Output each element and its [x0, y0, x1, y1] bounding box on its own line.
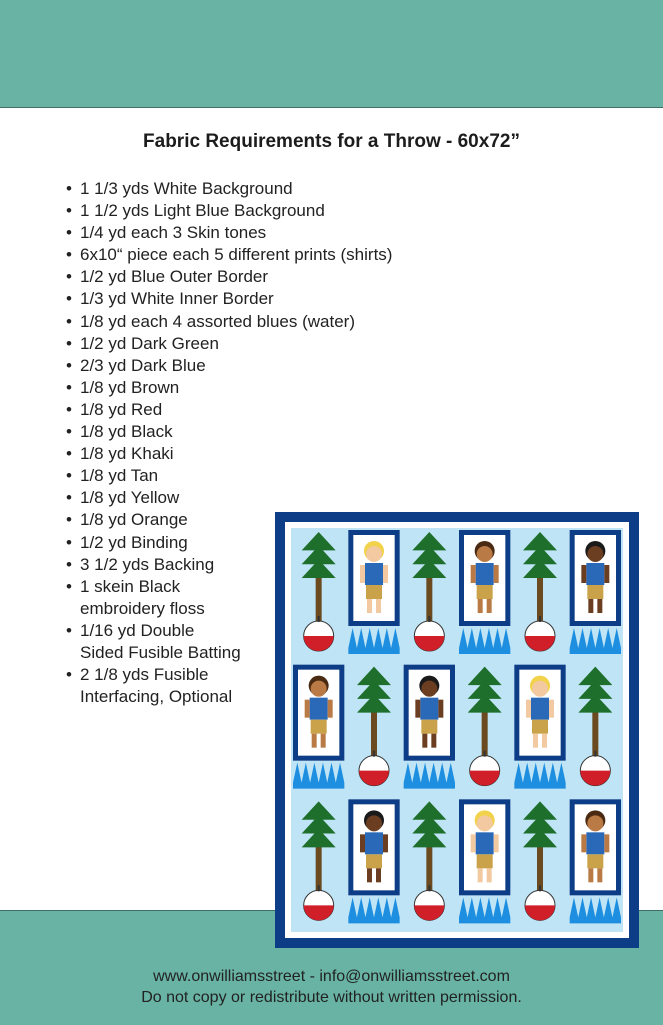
- requirement-text: • 1 1/3 yds White Background: [80, 179, 293, 198]
- kid-head: [532, 681, 548, 697]
- kid-head: [477, 546, 493, 562]
- kid-arm: [604, 565, 609, 583]
- kid-head: [421, 681, 437, 697]
- kid-arm: [383, 565, 388, 583]
- bobber-stem: [428, 616, 430, 622]
- kid-shorts: [587, 585, 603, 599]
- requirement-text: • 1/4 yd each 3 Skin tones: [80, 223, 267, 243]
- requirement-item: [64, 399, 392, 421]
- kid-head: [366, 815, 382, 831]
- kid-arm: [494, 834, 499, 852]
- requirement-text: • 3 1/2 yds Backing: [80, 554, 215, 574]
- kid-shorts: [477, 585, 493, 599]
- kid-arm: [360, 834, 365, 852]
- bobber-stem: [318, 616, 320, 622]
- kid-arm: [383, 834, 388, 852]
- kid-leg: [367, 868, 372, 882]
- requirement-item: [64, 465, 392, 487]
- kid-leg: [478, 868, 483, 882]
- requirement-item: [64, 178, 392, 200]
- requirement-text: Interfacing, Optional: [80, 687, 233, 707]
- kid-arm: [471, 834, 476, 852]
- bobber-stem: [539, 885, 541, 891]
- kid-leg: [588, 599, 593, 613]
- requirement-text: • 1 skein Black: [80, 576, 181, 596]
- kid-leg: [597, 868, 602, 882]
- requirement-text: • 1/16 yd Double: [80, 620, 195, 640]
- kid-leg: [597, 599, 602, 613]
- kid-arm: [581, 834, 586, 852]
- kid-arm: [438, 700, 443, 718]
- requirement-text: • 1/3 yd White Inner Border: [80, 289, 274, 309]
- kid-shorts: [366, 854, 382, 868]
- requirement-item: [64, 355, 392, 377]
- kid-shirt: [310, 698, 328, 720]
- bobber-stem: [318, 885, 320, 891]
- requirement-item: [64, 421, 392, 443]
- requirement-text: • 1/8 yd Red: [80, 399, 163, 419]
- kid-arm: [360, 565, 365, 583]
- requirement-text: • 1/8 yd Orange: [80, 510, 188, 530]
- kid-leg: [431, 734, 436, 748]
- requirement-item: [64, 487, 392, 509]
- requirement-text: • 1/8 yd Khaki: [80, 444, 174, 464]
- kid-arm: [549, 700, 554, 718]
- requirement-text: • 2 1/8 yds Fusible: [80, 665, 209, 685]
- requirement-item: [64, 443, 392, 465]
- requirement-text: • 1/2 yd Binding: [80, 532, 188, 552]
- bobber-stem: [428, 885, 430, 891]
- requirement-text: • 1/8 yd Black: [80, 422, 173, 442]
- requirement-item: [64, 200, 392, 222]
- kid-shirt: [586, 563, 604, 585]
- kid-leg: [376, 599, 381, 613]
- kid-arm: [415, 700, 420, 718]
- requirement-text: • 2/3 yd Dark Blue: [80, 355, 206, 375]
- kid-arm: [526, 700, 531, 718]
- kid-leg: [367, 599, 372, 613]
- footer-copyright: Do not copy or redistribute without written permission.: [141, 989, 522, 1006]
- kid-head: [587, 546, 603, 562]
- kid-leg: [422, 734, 427, 748]
- kid-shorts: [587, 854, 603, 868]
- requirement-item: [64, 222, 392, 244]
- kid-shirt: [531, 698, 549, 720]
- requirement-text: • 1/2 yd Blue Outer Border: [80, 267, 269, 287]
- requirement-item: [64, 311, 392, 333]
- kid-leg: [542, 734, 547, 748]
- requirement-text: embroidery floss: [80, 598, 205, 618]
- kid-leg: [376, 868, 381, 882]
- requirement-text: • 1/2 yd Dark Green: [80, 333, 219, 353]
- footer: [0, 966, 663, 1008]
- kid-leg: [588, 868, 593, 882]
- kid-head: [587, 815, 603, 831]
- kid-arm: [581, 565, 586, 583]
- kid-leg: [312, 734, 317, 748]
- kid-leg: [478, 599, 483, 613]
- requirement-text: • 1/8 yd Tan: [80, 466, 159, 486]
- kid-shirt: [365, 832, 383, 854]
- requirement-text: • 1/8 yd Yellow: [80, 488, 180, 508]
- requirement-item: [64, 244, 392, 266]
- kid-shorts: [477, 854, 493, 868]
- kid-arm: [305, 700, 310, 718]
- quilt-illustration: [275, 512, 639, 948]
- requirement-text: Sided Fusible Batting: [80, 642, 241, 662]
- kid-shorts: [366, 585, 382, 599]
- kid-leg: [321, 734, 326, 748]
- bobber-stem: [594, 751, 596, 757]
- kid-head: [311, 681, 327, 697]
- requirement-text: • 1/8 yd Brown: [80, 377, 180, 397]
- requirement-item: [64, 377, 392, 399]
- requirement-item: [64, 266, 392, 288]
- kid-shirt: [476, 832, 494, 854]
- kid-arm: [328, 700, 333, 718]
- kid-arm: [494, 565, 499, 583]
- kid-leg: [533, 734, 538, 748]
- kid-shorts: [532, 720, 548, 734]
- kid-shirt: [476, 563, 494, 585]
- kid-shorts: [421, 720, 437, 734]
- kid-shirt: [586, 832, 604, 854]
- requirement-item: [64, 333, 392, 355]
- kid-arm: [471, 565, 476, 583]
- kid-leg: [487, 868, 492, 882]
- header-band: [0, 0, 663, 108]
- footer-contact: www.onwilliamsstreet - info@onwilliamsstreet.com: [153, 968, 510, 985]
- kid-leg: [487, 599, 492, 613]
- bobber-stem: [373, 751, 375, 757]
- bobber-stem: [484, 751, 486, 757]
- kid-shorts: [311, 720, 327, 734]
- kid-arm: [604, 834, 609, 852]
- kid-head: [366, 546, 382, 562]
- kid-shirt: [420, 698, 438, 720]
- kid-head: [477, 815, 493, 831]
- requirement-text: • 6x10“ piece each 5 different prints (shirts): [80, 245, 393, 265]
- page-title: Fabric Requirements for a Throw - 60x72”: [143, 131, 520, 152]
- kid-shirt: [365, 563, 383, 585]
- requirement-text: • 1 1/2 yds Light Blue Background: [80, 201, 325, 221]
- bobber-stem: [539, 616, 541, 622]
- requirement-text: • 1/8 yd each 4 assorted blues (water): [80, 311, 355, 331]
- requirement-item: [64, 288, 392, 310]
